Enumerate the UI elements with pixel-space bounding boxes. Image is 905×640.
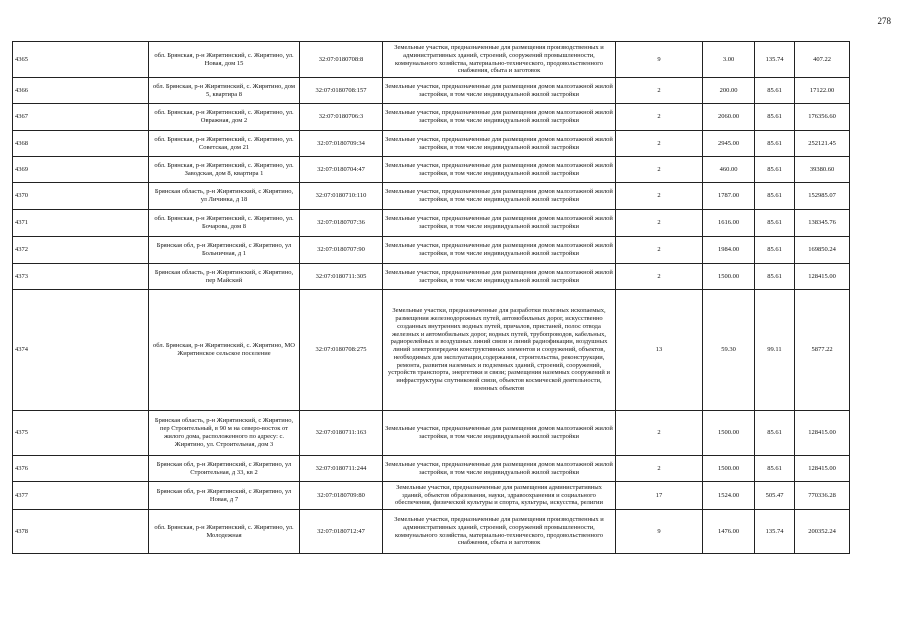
cadastral-value-cell: 169850.24: [795, 237, 850, 264]
cadastral-number-cell: 32:07:0180704:47: [300, 157, 383, 183]
specific-value-cell: 85.61: [755, 104, 795, 131]
cadastral-value-cell: 5877.22: [795, 290, 850, 411]
area-cell: 200.00: [703, 78, 755, 104]
row-id: 4373: [13, 264, 149, 290]
cadastral-number-cell: 32:07:0180709:80: [300, 482, 383, 510]
group-number-cell: 9: [616, 510, 703, 554]
specific-value-cell: 85.61: [755, 183, 795, 210]
cadastral-number-cell: 32:07:0180711:163: [300, 411, 383, 456]
specific-value-cell: 85.61: [755, 237, 795, 264]
table-row: [13, 78, 850, 104]
row-id: 4366: [13, 78, 149, 104]
table-row: [13, 157, 850, 183]
table-row: [13, 411, 850, 456]
table-row: [13, 104, 850, 131]
address-cell: обл. Брянская, р-н Жирятинский, с. Жирятино, ул. Новая, дом 15: [149, 42, 300, 78]
page-number: 278: [877, 16, 891, 26]
table-row: [13, 510, 850, 554]
cadastral-number-cell: 32:07:0180709:34: [300, 131, 383, 157]
specific-value-cell: 85.61: [755, 411, 795, 456]
address-cell: Брянская область, р-н Жирятинский, с Жирятино, пер Строительный, в 90 м на северо-восток от жилого дома, расположенного по адресу: с. Жирятино, ул. Строительная, дом 3: [149, 411, 300, 456]
address-cell: обл. Брянская, р-н Жирятинский, с. Жирятино, ул. Молодежная: [149, 510, 300, 554]
area-cell: 59.30: [703, 290, 755, 411]
group-number-cell: 2: [616, 131, 703, 157]
address-cell: обл. Брянская, р-н Жирятинский, с. Жирятино, ул. Заводская, дом 8, квартира 1: [149, 157, 300, 183]
specific-value-cell: 85.61: [755, 78, 795, 104]
table-row: [13, 131, 850, 157]
group-number-cell: 2: [616, 411, 703, 456]
specific-value-cell: 85.61: [755, 210, 795, 237]
row-id: 4374: [13, 290, 149, 411]
row-id: 4367: [13, 104, 149, 131]
address-cell: Брянская область, р-н Жирятинский, с Жирятино, ул Личинка, д 18: [149, 183, 300, 210]
area-cell: 460.00: [703, 157, 755, 183]
cadastral-number-cell: 32:07:0180706:3: [300, 104, 383, 131]
cadastral-value-cell: 138345.76: [795, 210, 850, 237]
land-use-cell: Земельные участки, предназначенные для размещения административных зданий, объектов образования, науки, здравоохранения и социального обеспечения, физической культуры и спорта, культуры, искусства, религии: [383, 482, 616, 510]
row-id: 4376: [13, 456, 149, 482]
area-cell: 2945.00: [703, 131, 755, 157]
table-row: [13, 456, 850, 482]
land-use-cell: Земельные участки, предназначенные для разработки полезных ископаемых, размещения железнодорожных путей, автомобильных дорог, искусственно созданных внутренних водных путей, причалов, пристаней, полос отвода железных и автомобильных дорог, водных путей, трубопроводов, кабельных, радиорелейных и воздушных линий связи и линий радиофикации, воздушных линий электропередачи конструктивных элементов и сооружений, объектов, необходимых для эксплуатации,содержания, строительства, реконструкции, ремонта, развития наземных и подземных зданий, строений, сооружений, устройств транспорта, энергетики и связи; размещения наземных сооружений и инфраструктуры спутниковой связи, объектов космической деятельности, военных объектов: [383, 290, 616, 411]
row-id: 4369: [13, 157, 149, 183]
address-cell: обл. Брянская, р-н Жирятинский, с. Жирятино, ул. Советская, дом 21: [149, 131, 300, 157]
specific-value-cell: 85.61: [755, 264, 795, 290]
table-row: [13, 237, 850, 264]
land-use-cell: Земельные участки, предназначенные для размещения домов малоэтажной жилой застройки, в том числе индивидуальной жилой застройки: [383, 78, 616, 104]
cadastral-number-cell: 32:07:0180707:90: [300, 237, 383, 264]
table-row: [13, 482, 850, 510]
land-use-cell: Земельные участки, предназначенные для размещения домов малоэтажной жилой застройки, в том числе индивидуальной жилой застройки: [383, 131, 616, 157]
cadastral-number-cell: 32:07:0180711:244: [300, 456, 383, 482]
specific-value-cell: 85.61: [755, 456, 795, 482]
cadastral-value-cell: 200352.24: [795, 510, 850, 554]
land-use-cell: Земельные участки, предназначенные для размещения домов малоэтажной жилой застройки, в том числе индивидуальной жилой застройки: [383, 264, 616, 290]
table-row: [13, 290, 850, 411]
cadastral-number-cell: 32:07:0180707:36: [300, 210, 383, 237]
row-id: 4377: [13, 482, 149, 510]
cadastral-number-cell: 32:07:0180711:305: [300, 264, 383, 290]
group-number-cell: 9: [616, 42, 703, 78]
land-use-cell: Земельные участки, предназначенные для размещения домов малоэтажной жилой застройки, в том числе индивидуальной жилой застройки: [383, 210, 616, 237]
address-cell: Брянская обл, р-н Жирятинский, с Жирятино, ул Строительная, д 33, кв 2: [149, 456, 300, 482]
table-row: [13, 183, 850, 210]
specific-value-cell: 505.47: [755, 482, 795, 510]
group-number-cell: 2: [616, 104, 703, 131]
area-cell: 1524.00: [703, 482, 755, 510]
area-cell: 1616.00: [703, 210, 755, 237]
area-cell: 2060.00: [703, 104, 755, 131]
group-number-cell: 2: [616, 183, 703, 210]
group-number-cell: 2: [616, 264, 703, 290]
land-use-cell: Земельные участки, предназначенные для размещения домов малоэтажной жилой застройки, в том числе индивидуальной жилой застройки: [383, 237, 616, 264]
row-id: 4370: [13, 183, 149, 210]
cadastral-number-cell: 32:07:0180710:110: [300, 183, 383, 210]
address-cell: обл. Брянская, р-н Жирятинский, с. Жирятино, ул. Бочарова, дом 8: [149, 210, 300, 237]
cadastral-number-cell: 32:07:0180708:157: [300, 78, 383, 104]
group-number-cell: 2: [616, 157, 703, 183]
table-row: [13, 42, 850, 78]
address-cell: Брянская обл, р-н Жирятинский, с Жирятино, ул Больничная, д 1: [149, 237, 300, 264]
group-number-cell: 2: [616, 237, 703, 264]
address-cell: обл. Брянская, р-н Жирятинский, с. Жирятино, дом 5, квартира 8: [149, 78, 300, 104]
area-cell: 1787.00: [703, 183, 755, 210]
land-valuation-table: [12, 41, 850, 554]
row-id: 4365: [13, 42, 149, 78]
specific-value-cell: 85.61: [755, 131, 795, 157]
address-cell: Брянская область, р-н Жирятинский, с Жирятино, пер Майский: [149, 264, 300, 290]
table-body: [13, 42, 850, 554]
cadastral-number-cell: 32:07:0180712:47: [300, 510, 383, 554]
address-cell: Брянская обл, р-н Жирятинский, с Жирятино, ул Новая, д 7: [149, 482, 300, 510]
cadastral-value-cell: 128415.00: [795, 264, 850, 290]
land-use-cell: Земельные участки, предназначенные для размещения производственных и административных зданий, строений, сооружений промышленности, коммунального хозяйства, материально-технического, продовольственного снабжения, сбыта и заготовок: [383, 42, 616, 78]
group-number-cell: 17: [616, 482, 703, 510]
land-use-cell: Земельные участки, предназначенные для размещения домов малоэтажной жилой застройки, в том числе индивидуальной жилой застройки: [383, 183, 616, 210]
land-use-cell: Земельные участки, предназначенные для размещения домов малоэтажной жилой застройки, в том числе индивидуальной жилой застройки: [383, 104, 616, 131]
area-cell: 3.00: [703, 42, 755, 78]
specific-value-cell: 135.74: [755, 42, 795, 78]
specific-value-cell: 135.74: [755, 510, 795, 554]
area-cell: 1500.00: [703, 264, 755, 290]
group-number-cell: 2: [616, 456, 703, 482]
cadastral-number-cell: 32:07:0180708:8: [300, 42, 383, 78]
land-use-cell: Земельные участки, предназначенные для размещения домов малоэтажной жилой застройки, в том числе индивидуальной жилой застройки: [383, 456, 616, 482]
cadastral-value-cell: 128415.00: [795, 456, 850, 482]
row-id: 4375: [13, 411, 149, 456]
cadastral-value-cell: 39380.60: [795, 157, 850, 183]
row-id: 4372: [13, 237, 149, 264]
land-use-cell: Земельные участки, предназначенные для размещения домов малоэтажной жилой застройки, в том числе индивидуальной жилой застройки: [383, 157, 616, 183]
area-cell: 1984.00: [703, 237, 755, 264]
area-cell: 1500.00: [703, 411, 755, 456]
land-use-cell: Земельные участки, предназначенные для размещения производственных и административных зданий, строений, сооружений промышленности, коммунального хозяйства, материально-технического, продовольственного снабжения, сбыта и заготовок: [383, 510, 616, 554]
cadastral-value-cell: 128415.00: [795, 411, 850, 456]
group-number-cell: 2: [616, 78, 703, 104]
cadastral-value-cell: 770336.28: [795, 482, 850, 510]
cadastral-value-cell: 176356.60: [795, 104, 850, 131]
cadastral-number-cell: 32:07:0180708:275: [300, 290, 383, 411]
cadastral-value-cell: 252121.45: [795, 131, 850, 157]
table-row: [13, 210, 850, 237]
cadastral-value-cell: 407.22: [795, 42, 850, 78]
address-cell: обл. Брянская, р-н Жирятинский, с. Жирятино, ул. Овражная, дом 2: [149, 104, 300, 131]
land-use-cell: Земельные участки, предназначенные для размещения домов малоэтажной жилой застройки, в том числе индивидуальной жилой застройки: [383, 411, 616, 456]
area-cell: 1476.00: [703, 510, 755, 554]
row-id: 4371: [13, 210, 149, 237]
specific-value-cell: 99.11: [755, 290, 795, 411]
address-cell: обл. Брянская, р-н Жирятинский, с. Жирятино, МО Жирятинское сельское поселение: [149, 290, 300, 411]
row-id: 4368: [13, 131, 149, 157]
cadastral-value-cell: 17122.00: [795, 78, 850, 104]
row-id: 4378: [13, 510, 149, 554]
group-number-cell: 13: [616, 290, 703, 411]
cadastral-value-cell: 152985.07: [795, 183, 850, 210]
table-row: [13, 264, 850, 290]
group-number-cell: 2: [616, 210, 703, 237]
area-cell: 1500.00: [703, 456, 755, 482]
specific-value-cell: 85.61: [755, 157, 795, 183]
